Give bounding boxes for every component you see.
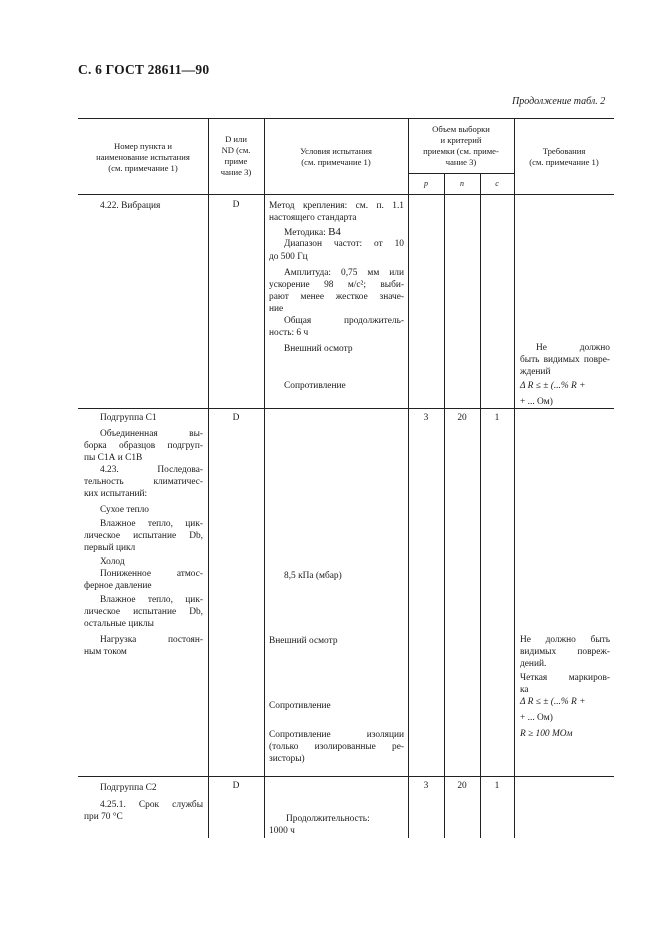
requirement-text: Не должно быть <box>520 635 610 645</box>
column-divider <box>480 173 481 838</box>
item-cell: Влажное тепло, цик- <box>100 519 203 529</box>
header-c: c <box>495 179 499 188</box>
item-cell: Влажное тепло, цик- <box>100 595 203 605</box>
item-cell: ких испытаний: <box>84 489 148 499</box>
condition-text: Общая продолжитель- <box>284 316 404 326</box>
condition-text: зисторы) <box>269 754 305 764</box>
p-cell: 3 <box>423 781 429 791</box>
table-top-rule <box>78 118 614 119</box>
n-cell: 20 <box>457 413 467 423</box>
condition-text: 1000 ч <box>269 826 295 836</box>
condition-text: (только изолированные ре- <box>269 742 404 752</box>
item-cell: лическое испытание Db, <box>84 531 203 541</box>
column-divider <box>208 118 209 838</box>
requirement-text: Не должно <box>536 343 610 353</box>
n-cell: 20 <box>457 781 467 791</box>
item-cell: тельность климатичес- <box>84 477 203 487</box>
c-cell: 1 <box>494 781 500 791</box>
requirement-text: ждений <box>520 367 551 377</box>
item-cell: Нагрузка постоян- <box>100 635 203 645</box>
item-cell: лическое испытание Db, <box>84 607 203 617</box>
item-cell: Подгруппа С1 <box>100 413 157 423</box>
condition-text: Амплитуда: 0,75 мм или <box>284 268 404 278</box>
condition-text: Сопротивление изоляции <box>269 730 404 740</box>
requirement-text: ка <box>520 685 529 695</box>
requirement-text: Δ R ≤ ± (...% R + <box>520 697 586 707</box>
condition-text: 8,5 кПа (мбар) <box>284 571 342 581</box>
item-cell: борка образцов подгруп- <box>84 441 203 451</box>
requirement-text: Δ R ≤ ± (...% R + <box>520 381 586 391</box>
condition-text: Внешний осмотр <box>269 636 338 646</box>
condition-text: ность: 6 ч <box>269 328 309 338</box>
condition-text: ние <box>269 304 284 314</box>
header-conditions: Условия испытания (см. примечание 1) <box>300 146 372 167</box>
item-cell: Холод <box>100 557 125 567</box>
condition-text: Сопротивление <box>284 381 346 391</box>
p-cell: 3 <box>423 413 429 423</box>
condition-text: Диапазон частот: от 10 <box>284 239 404 249</box>
condition-text: Внешний осмотр <box>284 344 353 354</box>
item-cell: остальные циклы <box>84 619 154 629</box>
requirement-text: + ... Ом) <box>520 397 553 407</box>
item-cell: при 70 °С <box>84 812 123 822</box>
requirement-text: + ... Ом) <box>520 713 553 723</box>
dnd-cell: D <box>232 781 240 791</box>
header-dnd: D или ND (см. приме чание 3) <box>220 134 252 177</box>
item-cell: первый цикл <box>84 543 136 553</box>
column-divider <box>408 118 409 838</box>
item-cell: Сухое тепло <box>100 505 149 515</box>
condition-text: Сопротивление <box>269 701 331 711</box>
sample-subheader-rule <box>408 173 514 174</box>
column-divider <box>264 118 265 838</box>
condition-text: Продолжительность: <box>286 814 370 824</box>
item-cell: Объединенная вы- <box>100 429 203 439</box>
column-divider <box>514 118 515 838</box>
requirement-text: R ≥ 100 МОм <box>520 729 573 739</box>
header-item: Номер пункта и наименование испытания (см. примечание 1) <box>96 141 190 173</box>
requirement-text: видимых повреж- <box>520 647 610 657</box>
page-title: С. 6 ГОСТ 28611—90 <box>78 62 210 77</box>
item-cell: 4.22. Вибрация <box>100 201 161 211</box>
item-cell: ным током <box>84 647 127 657</box>
dnd-cell: D <box>232 413 240 423</box>
dnd-cell: D <box>232 200 240 210</box>
condition-text: рают менее жесткое значе- <box>269 292 404 302</box>
item-cell: ферное давление <box>84 581 152 591</box>
item-cell: Подгруппа С2 <box>100 783 157 793</box>
row-separator <box>78 776 614 777</box>
condition-text: Методика: В4 <box>284 226 341 238</box>
item-cell: 4.23. Последова- <box>100 465 203 475</box>
header-sample: Объем выборки и критерий приемки (см. приме- чание 3) <box>423 124 499 167</box>
continuation-label: Продолжение табл. 2 <box>512 96 606 107</box>
requirement-text: дений. <box>520 659 547 669</box>
requirement-text: быть видимых повре- <box>520 355 610 365</box>
item-cell: 4.25.1. Срок службы <box>100 800 203 810</box>
condition-text: до 500 Гц <box>269 252 308 262</box>
header-bottom-rule <box>78 194 614 195</box>
column-divider <box>444 173 445 838</box>
header-n: n <box>460 179 464 188</box>
condition-text: Метод крепления: см. п. 1.1 <box>269 201 404 211</box>
condition-text: ускорение 98 м/с²; выби- <box>269 280 404 290</box>
c-cell: 1 <box>494 413 500 423</box>
item-cell: пы С1А и С1В <box>84 453 143 463</box>
header-requirements: Требования (см. примечание 1) <box>529 146 599 167</box>
header-p: p <box>424 179 428 188</box>
condition-text: настоящего стандарта <box>269 213 357 223</box>
requirement-text: Четкая маркиров- <box>520 673 610 683</box>
item-cell: Пониженное атмос- <box>100 569 203 579</box>
